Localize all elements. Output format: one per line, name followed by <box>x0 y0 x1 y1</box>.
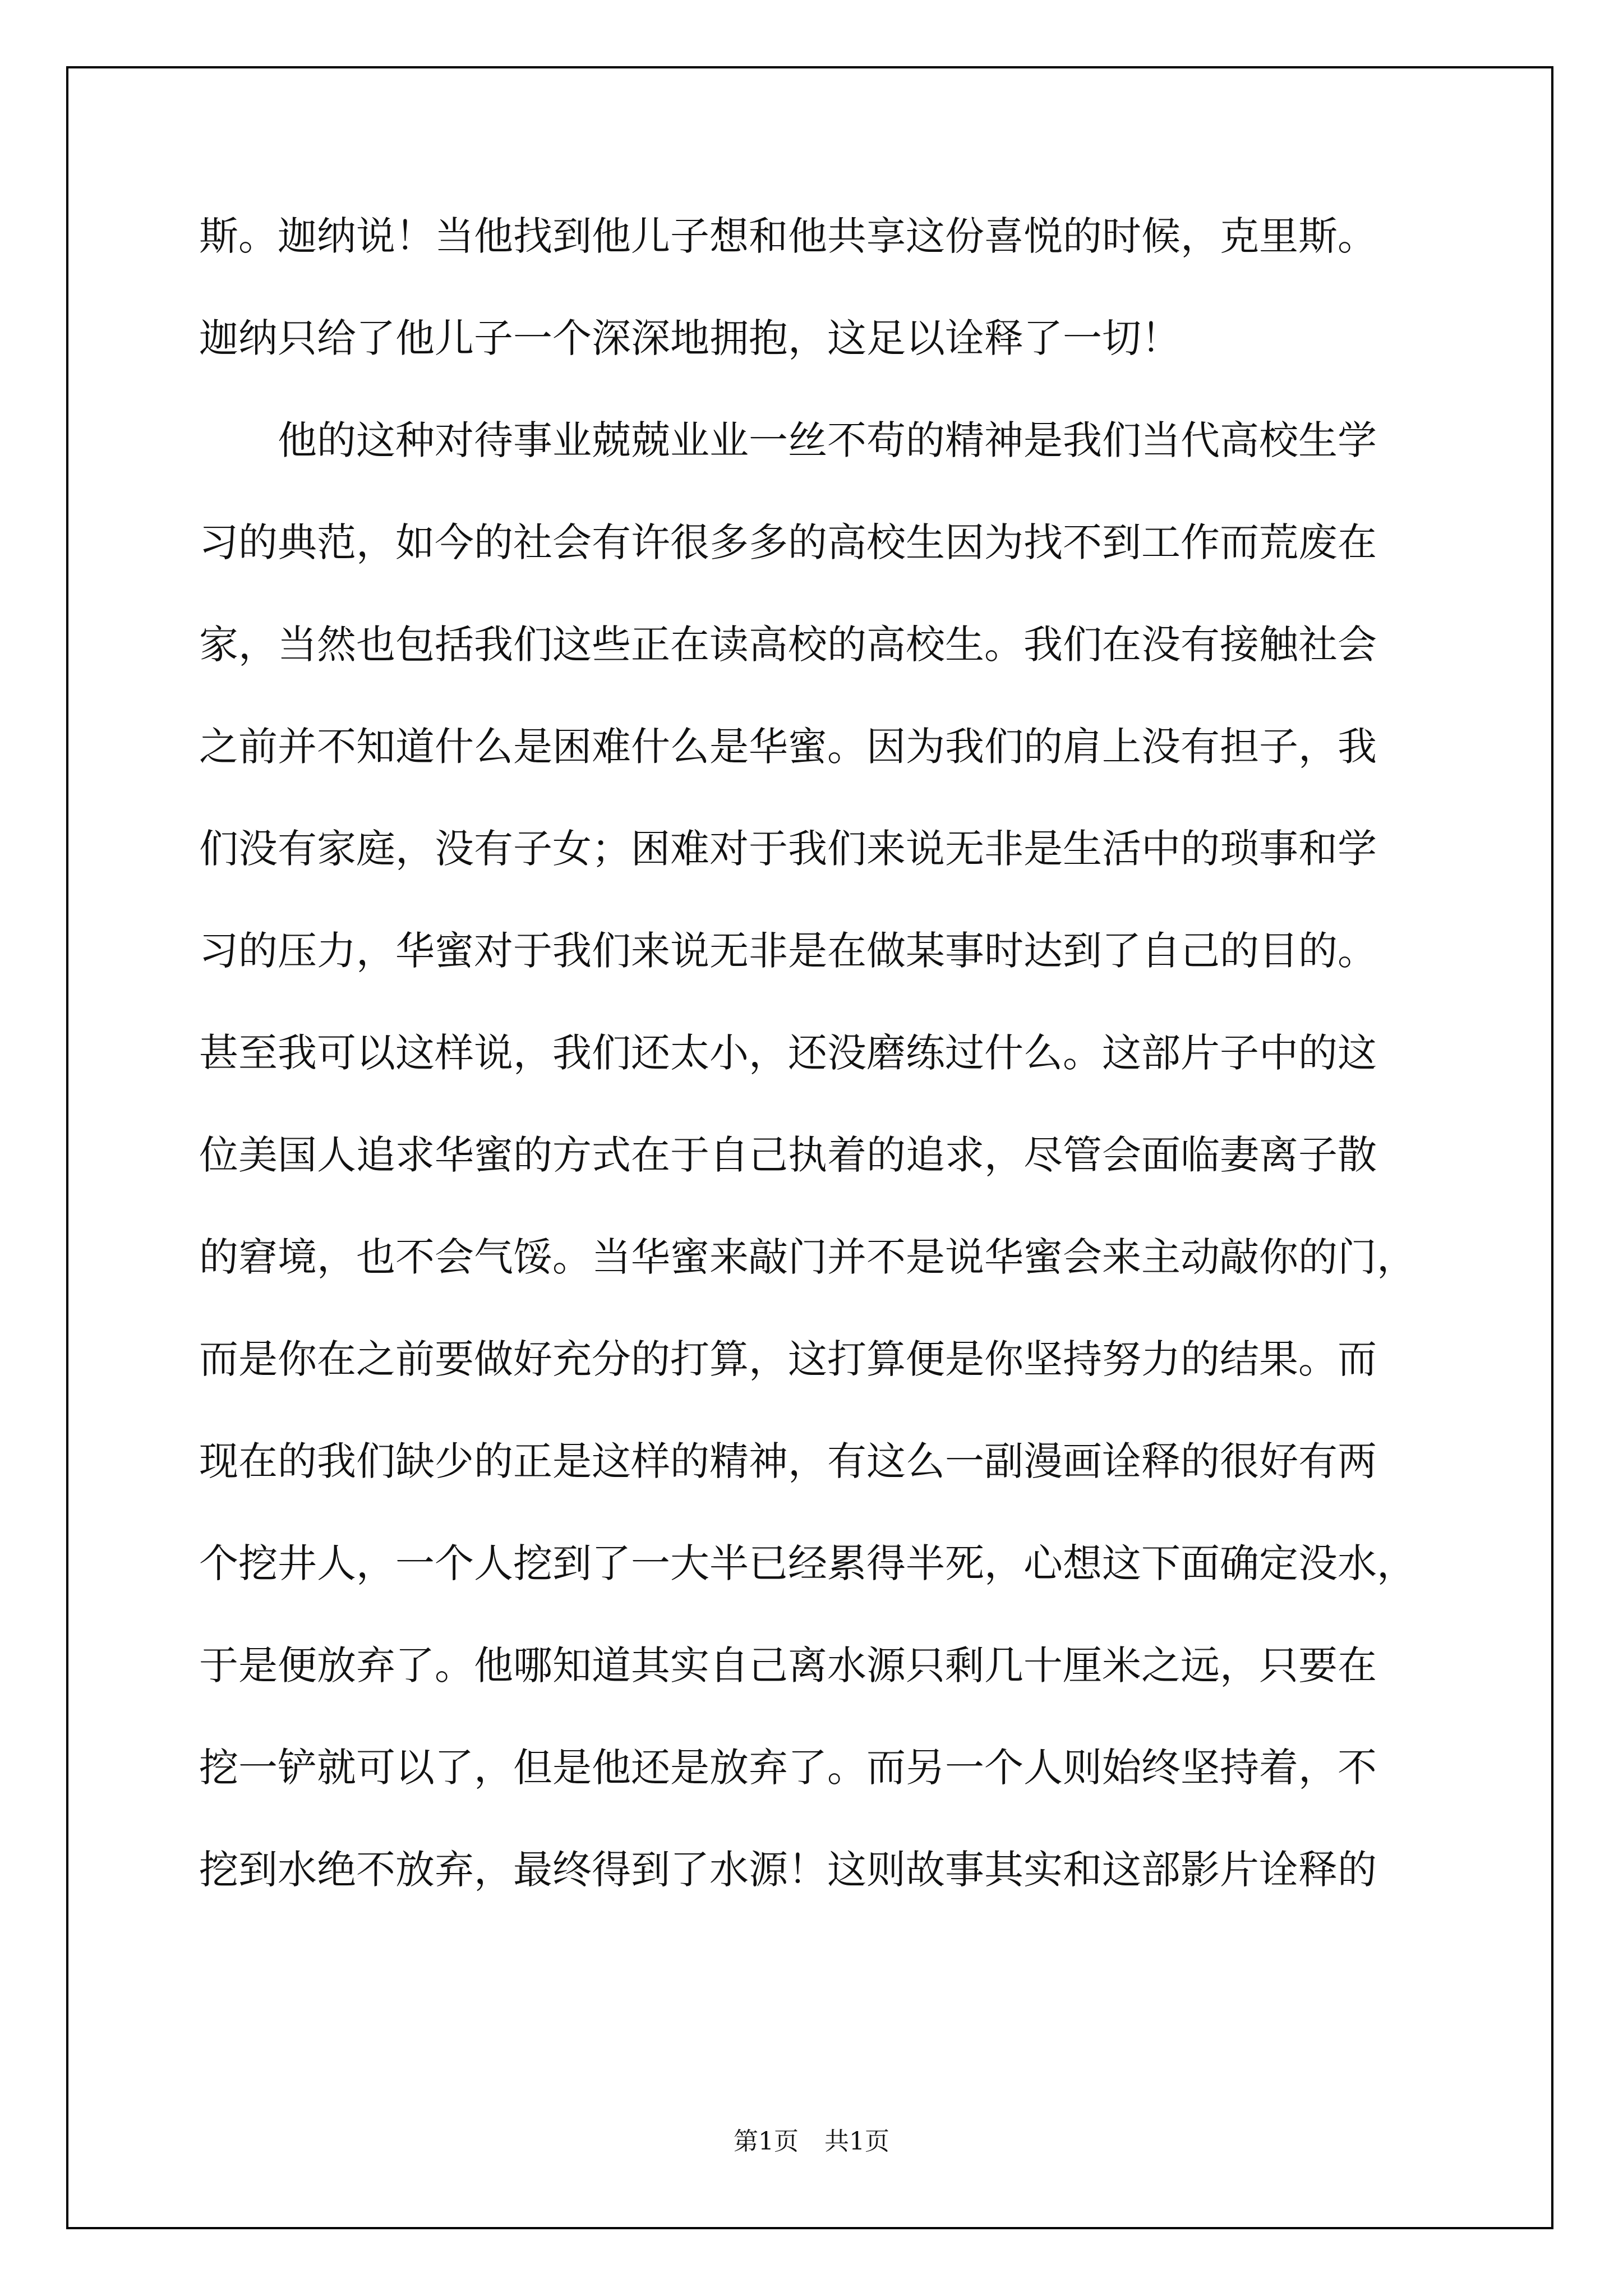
text-line: 的窘境，也不会气馁。当华蜜来敲门并不是说华蜜会来主动敲你的门， <box>199 1234 1416 1280</box>
page-number-current: 第1页 <box>734 2127 799 2156</box>
text-line: 迦纳只给了他儿子一个深深地拥抱，这足以诠释了一切！ <box>199 315 1181 361</box>
text-line: 习的典范，如今的社会有许很多多的高校生因为找不到工作而荒废在 <box>199 519 1377 565</box>
page-footer <box>0 2125 1623 2159</box>
text-line: 习的压力，华蜜对于我们来说无非是在做某事时达到了自己的目的。 <box>199 928 1377 974</box>
text-line: 于是便放弃了。他哪知道其实自己离水源只剩几十厘米之远，只要在 <box>199 1642 1377 1688</box>
document-body <box>199 185 1433 1921</box>
text-line: 现在的我们缺少的正是这样的精神，有这么一副漫画诠释的很好有两 <box>199 1438 1377 1484</box>
page-number-total: 共1页 <box>824 2127 889 2156</box>
text-line: 们没有家庭，没有子女；困难对于我们来说无非是生活中的琐事和学 <box>199 826 1377 872</box>
text-line: 个挖井人，一个人挖到了一大半已经累得半死，心想这下面确定没水， <box>199 1540 1416 1586</box>
text-line: 而是你在之前要做好充分的打算，这打算便是你坚持努力的结果。而 <box>199 1336 1377 1382</box>
text-line: 之前并不知道什么是困难什么是华蜜。因为我们的肩上没有担子，我 <box>199 724 1377 770</box>
text-line: 家，当然也包括我们这些正在读高校的高校生。我们在没有接触社会 <box>199 622 1377 668</box>
text-line: 斯。迦纳说！当他找到他儿子想和他共享这份喜悦的时候，克里斯。 <box>199 213 1377 259</box>
text-line: 他的这种对待事业兢兢业业一丝不苟的精神是我们当代高校生学 <box>278 417 1377 463</box>
text-line: 位美国人追求华蜜的方式在于自己执着的追求，尽管会面临妻离子散 <box>199 1132 1377 1178</box>
text-line: 挖到水绝不放弃，最终得到了水源！这则故事其实和这部影片诠释的 <box>199 1847 1377 1893</box>
text-line: 甚至我可以这样说，我们还太小，还没磨练过什么。这部片子中的这 <box>199 1030 1377 1076</box>
text-line: 挖一铲就可以了，但是他还是放弃了。而另一个人则始终坚持着，不 <box>199 1745 1377 1791</box>
